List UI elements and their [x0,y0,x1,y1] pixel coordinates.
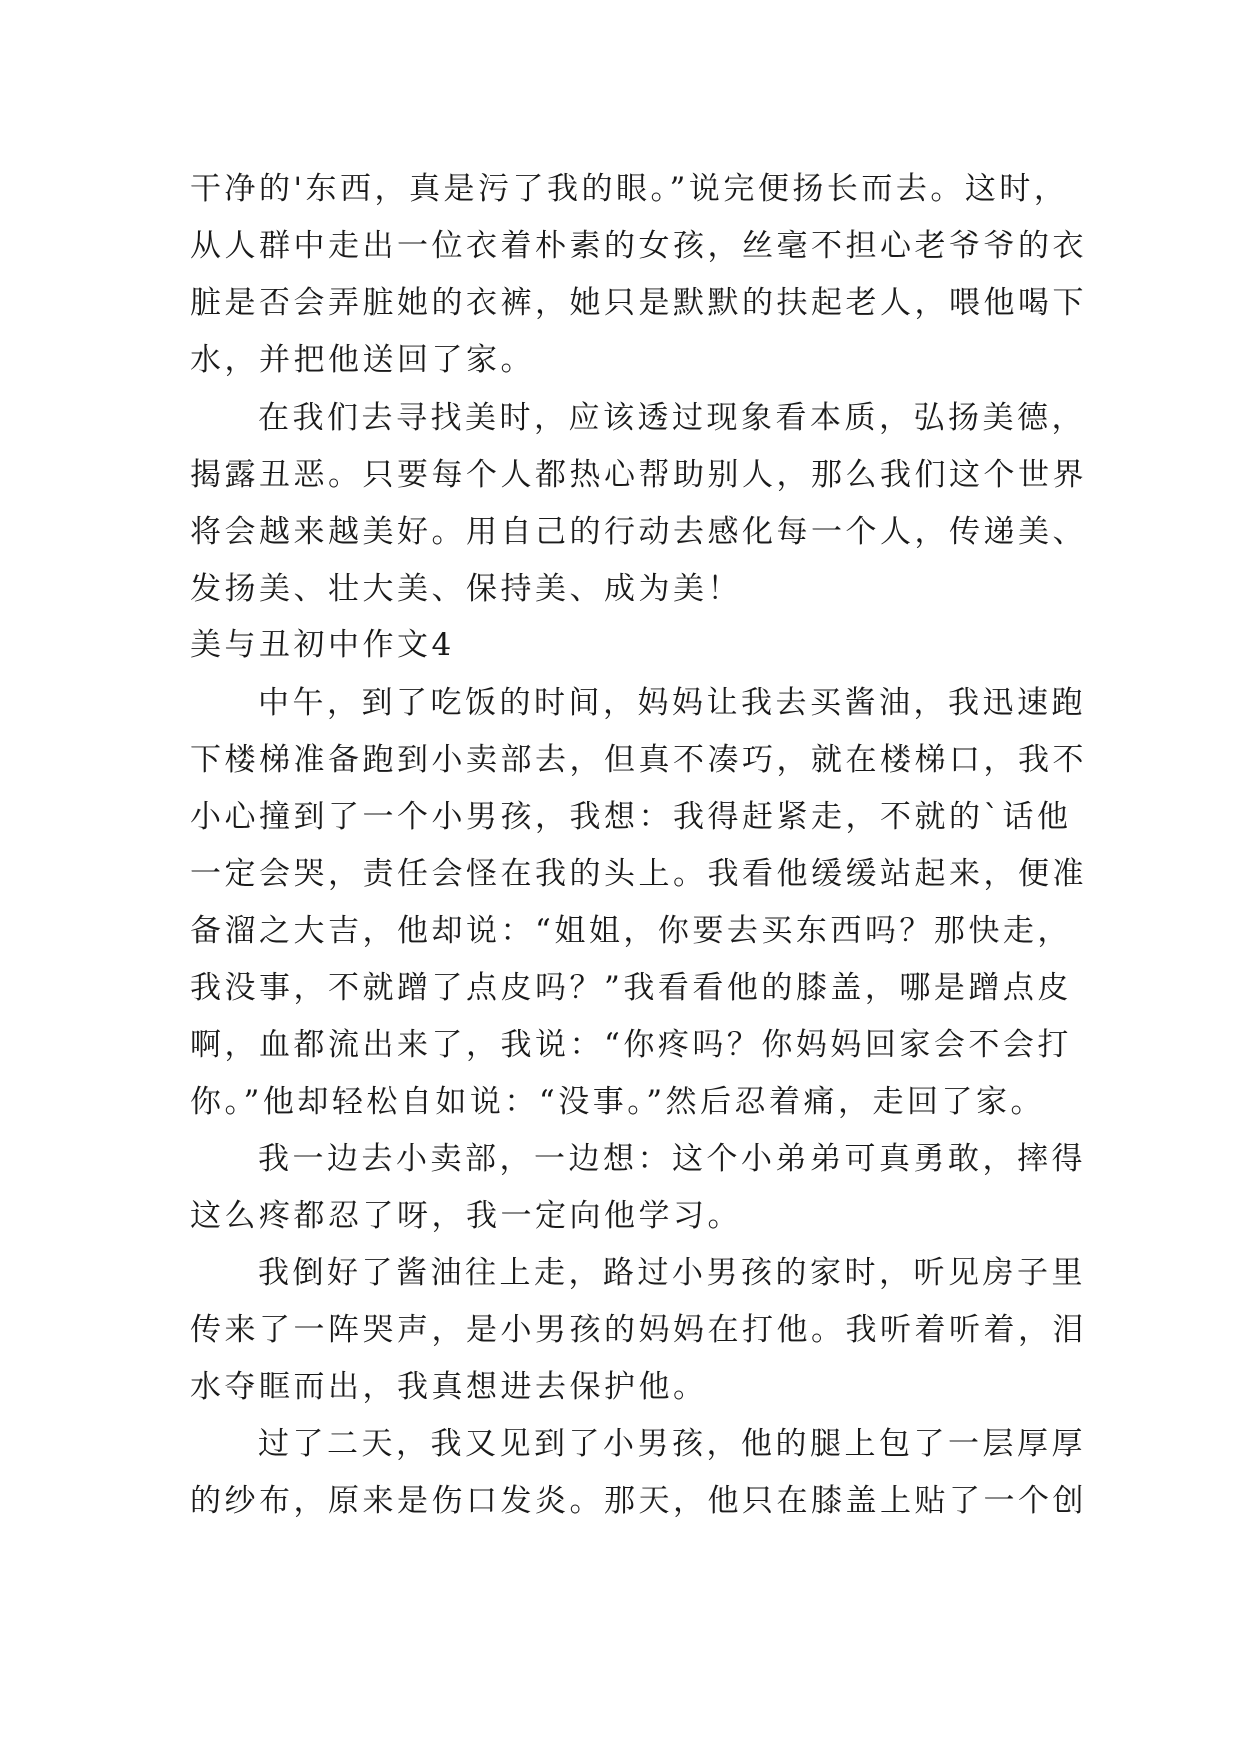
text-line: 传来了一阵哭声，是小男孩的妈妈在打他。我听着听着，泪 [190,1312,1087,1348]
text-line: 备溜之大吉，他却说：“姐姐，你要去买东西吗？那快走， [190,913,1072,949]
text-line: 这么疼都忍了呀，我一定向他学习。 [190,1198,742,1234]
text-line: 一定会哭，责任会怪在我的头上。我看他缓缓站起来，便准 [190,856,1087,892]
text-line: 干净的'东西，真是污了我的眼。”说完便扬长而去。这时， [190,171,1069,207]
text-line: 你。”他却轻松自如说：“没事。”然后忍着痛，走回了家。 [190,1084,1046,1120]
text-line: 下楼梯准备跑到小卖部去，但真不凑巧，就在楼梯口，我不 [190,742,1087,778]
section-heading: 美与丑初中作文4 [190,627,455,663]
text-line: 小心撞到了一个小男孩，我想：我得赶紧走，不就的`话他 [190,799,1072,835]
text-line: 我一边去小卖部，一边想：这个小弟弟可真勇敢，摔得 [258,1141,1086,1177]
text-line: 啊，血都流出来了，我说：“你疼吗？你妈妈回家会不会打 [190,1027,1072,1063]
text-line: 的纱布，原来是伤口发炎。那天，他只在膝盖上贴了一个创 [190,1483,1087,1519]
text-line: 我倒好了酱油往上走，路过小男孩的家时，听见房子里 [258,1255,1086,1291]
text-line: 过了二天，我又见到了小男孩，他的腿上包了一层厚厚 [258,1426,1086,1462]
text-line: 在我们去寻找美时，应该透过现象看本质，弘扬美德， [258,400,1086,436]
text-line: 发扬美、壮大美、保持美、成为美！ [190,571,742,607]
text-line: 我没事，不就蹭了点皮吗？”我看看他的膝盖，哪是蹭点皮 [190,970,1072,1006]
text-line: 水夺眶而出，我真想进去保护他。 [190,1369,708,1405]
text-line: 揭露丑恶。只要每个人都热心帮助别人，那么我们这个世界 [190,457,1087,493]
text-line: 将会越来越美好。用自己的行动去感化每一个人，传递美、 [190,514,1087,550]
text-line: 从人群中走出一位衣着朴素的女孩，丝毫不担心老爷爷的衣 [190,228,1087,264]
text-line: 中午，到了吃饭的时间，妈妈让我去买酱油，我迅速跑 [258,685,1086,721]
text-line: 脏是否会弄脏她的衣裤，她只是默默的扶起老人，喂他喝下 [190,285,1087,321]
text-line: 水，并把他送回了家。 [190,342,535,378]
